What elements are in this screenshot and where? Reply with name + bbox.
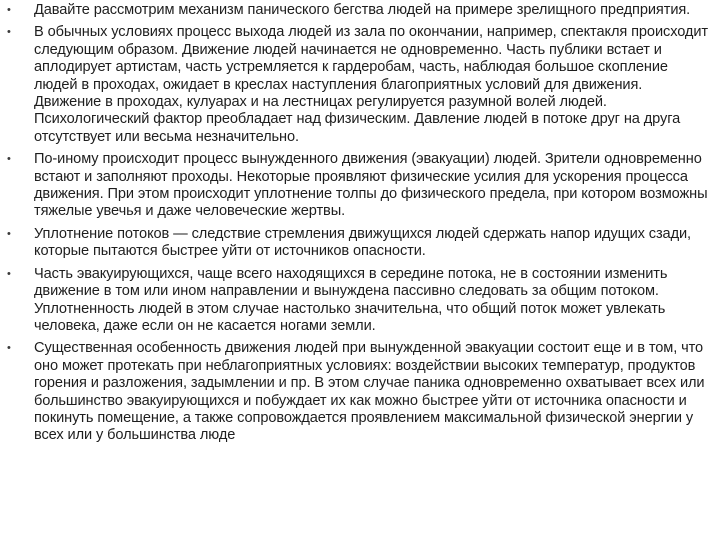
bullet-text: Существенная особенность движения людей при вынужденной эвакуации состоит еще и в том, что оно может протекать при неблагоприятных условиях: воздействии высоких температур, продуктов горения и разложения, задымлении и пр. В этом случае паника одновременно охватывает всех или большинство эвакуирующихся и побуждает их как можно быстрее уйти от источника опасности и покинуть помещение, а также сопровождается проявлением максимальной физической энергии у всех или у большинства люде	[34, 340, 705, 444]
bullet-dot-icon: •	[7, 4, 11, 16]
bullet-text: По-иному происходит процесс вынужденного движения (эвакуации) людей. Зрители одновременно встают и заполняют проходы. Некоторые проявляют физические усилия для ускорения процесса движения. При этом происходит уплотнение толпы до физического предела, при котором возможны тяжелые увечья и даже человеческие жертвы.	[34, 151, 708, 220]
bullet-list	[0, 2, 712, 450]
bullet-dot-icon: •	[7, 227, 11, 240]
bullet-item-5	[0, 266, 712, 336]
bullet-text: Часть эвакуирующихся, чаще всего находящихся в середине потока, не в состоянии изменить движение в том или ином направлении и вынуждена пассивно следовать за общим потоком. Уплотненность людей в этом случае настолько значительна, что общий поток может увлекать человека, даже если он не касается ногами земли.	[34, 265, 668, 334]
bullet-dot-icon: •	[7, 153, 11, 166]
bullet-item-4	[0, 226, 712, 261]
bullet-dot-icon: •	[7, 267, 11, 280]
bullet-item-6	[0, 340, 712, 444]
bullet-text: В обычных условиях процесс выхода людей из зала по окончании, например, спектакля происходит следующим образом. Движение людей начинается не одновременно. Часть публики встает и аплодирует артистам, часть устремляется к гардеробам, часть, наблюдая большое скопление людей в проходах, ожидает в креслах наступления благоприятных условий для движения. Движение в проходах, кулуарах и на лестницах регулируется разумной волей людей. Психологический фактор преобладает над физическим. Давление людей в потоке друг на друга отсутствует или весьма незначительно.	[34, 24, 708, 145]
bullet-item-3	[0, 151, 712, 221]
bullet-item-2	[0, 24, 712, 146]
bullet-dot-icon: •	[7, 26, 11, 39]
bullet-text: Давайте рассмотрим механизм панического бегства людей на примере зрелищного предприятия.	[34, 2, 691, 18]
bullet-item-1	[0, 2, 712, 19]
bullet-dot-icon: •	[7, 342, 11, 355]
bullet-text: Уплотнение потоков — следствие стремления движущихся людей сдержать напор идущих сзади, которые пытаются быстрее уйти от источников опасности.	[34, 225, 691, 260]
